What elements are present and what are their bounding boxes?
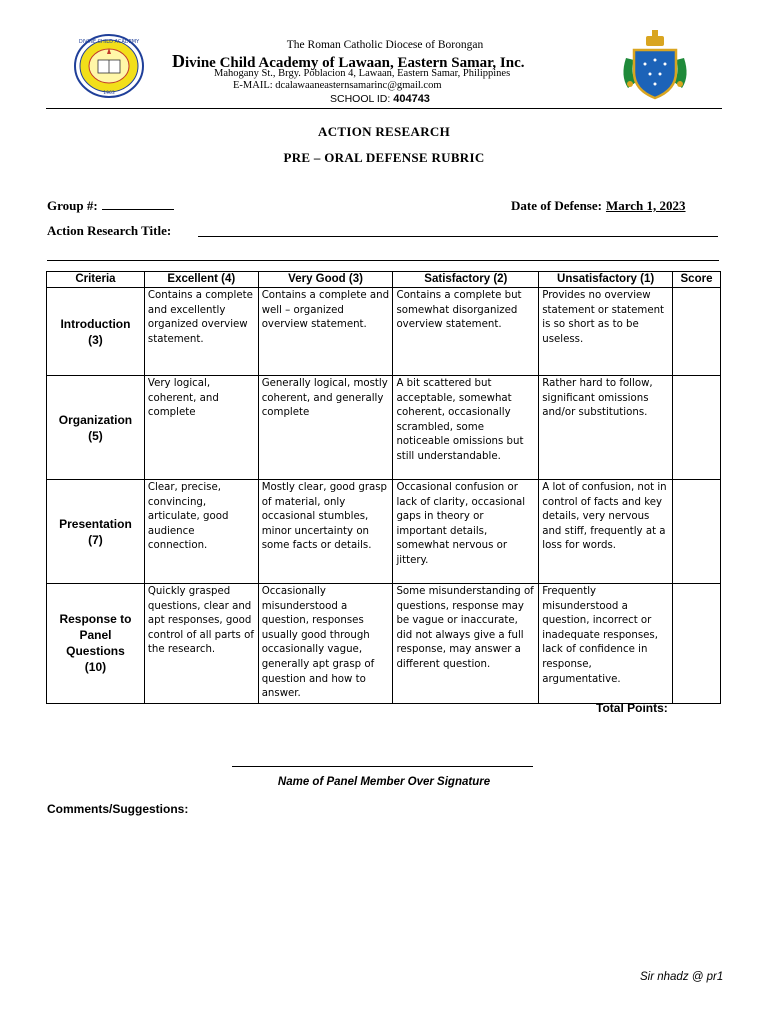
defense-date-label: Date of Defense: [511,198,602,213]
footer-credit: Sir nhadz @ pr1 [640,971,724,983]
document-subtitle: PRE – ORAL DEFENSE RUBRIC [283,150,485,165]
rating-cell: Frequently misunderstood a question, incorrect or inadequate responses, lack of confidence in response, argumentative. [539,584,673,704]
header-unsatisfactory: Unsatisfactory (1) [539,272,673,288]
rating-cell: Rather hard to follow, significant omissions and/or substitutions. [539,376,673,480]
score-cell[interactable] [673,584,721,704]
criteria-cell: Response to Panel Questions (10) [47,584,145,704]
seal-year: 1963 [103,91,115,96]
table-row [47,288,721,376]
criteria-cell: Presentation (7) [47,480,145,584]
research-title-blank-2[interactable] [47,260,719,261]
rating-cell: Occasional confusion or lack of clarity, occasional gaps in theory or important details, somewhat nervous or jittery. [393,480,539,584]
header-score: Score [673,272,721,288]
group-number-field [47,198,174,214]
signature-label: Name of Panel Member Over Signature [277,776,491,788]
group-blank[interactable] [102,198,174,210]
rating-cell: Provides no overview statement or statement is so short as to be useless. [539,288,673,376]
rating-cell: Generally logical, mostly coherent, and generally complete [258,376,393,480]
rating-cell: A bit scattered but acceptable, somewhat coherent, occasionally scrambled, some noticeable omissions but still understandable. [393,376,539,480]
school-name-rest: ivine Child Academy of Lawaan, Eastern Samar, Inc. [185,55,525,71]
rating-cell: Some misunderstanding of questions, response may be vague or inaccurate, did not always give a full response, may answer a different question. [393,584,539,704]
header-divider [46,108,722,109]
defense-date-field [511,198,686,214]
rating-cell: Occasionally misunderstood a question, responses usually good through occasionally vague, generally apt grasp of question and how to answer. [258,584,393,704]
signature-line[interactable] [232,766,533,767]
score-cell[interactable] [673,376,721,480]
seal-text: DIVINE CHILD ACADEMY [78,39,140,45]
rating-cell: A lot of confusion, not in control of facts and key details, very nervous and stiff, frequently at a loss for words. [539,480,673,584]
school-address: Mahogany St., Brgy. Poblacion 4, Lawaan, Eastern Samar, Philippines [214,68,511,79]
criteria-cell: Introduction (3) [47,288,145,376]
school-name-initial: D [172,51,185,71]
comments-label: Comments/Suggestions: [47,802,189,816]
rating-cell: Very logical, coherent, and complete [144,376,258,480]
diocese-name: The Roman Catholic Diocese of Borongan [286,39,484,51]
rating-cell: Clear, precise, convincing, articulate, good audience connection. [144,480,258,584]
rating-cell: Quickly grasped questions, clear and apt responses, good control of all parts of the research. [144,584,258,704]
header-satisfactory: Satisfactory (2) [393,272,539,288]
research-title-blank[interactable] [198,236,718,237]
school-id-value: 404743 [393,93,430,105]
total-points-label: Total Points: [596,701,668,715]
group-label: Group #: [47,198,98,213]
school-seal-logo [74,34,144,98]
rating-cell: Contains a complete but somewhat disorganized overview statement. [393,288,539,376]
rating-cell: Contains a complete and well – organized overview statement. [258,288,393,376]
table-row [47,376,721,480]
header-criteria: Criteria [47,272,145,288]
defense-date-value: March 1, 2023 [605,198,686,213]
school-id-label: SCHOOL ID: [330,93,391,105]
research-title-label: Action Research Title: [47,223,172,238]
header-very-good: Very Good (3) [258,272,393,288]
table-row [47,480,721,584]
table-header-row [47,272,721,288]
rubric-table [46,271,721,704]
rating-cell: Mostly clear, good grasp of material, only occasional stumbles, minor uncertainty on some facts or details. [258,480,393,584]
score-cell[interactable] [673,480,721,584]
document-title: ACTION RESEARCH [318,124,450,139]
criteria-cell: Organization (5) [47,376,145,480]
table-row [47,584,721,704]
header-excellent: Excellent (4) [144,272,258,288]
school-email: E-MAIL: dcalawaaneasternsamarinc@gmail.com [233,80,442,91]
rating-cell: Contains a complete and excellently organized overview statement. [144,288,258,376]
school-id [330,93,768,105]
score-cell[interactable] [673,288,721,376]
